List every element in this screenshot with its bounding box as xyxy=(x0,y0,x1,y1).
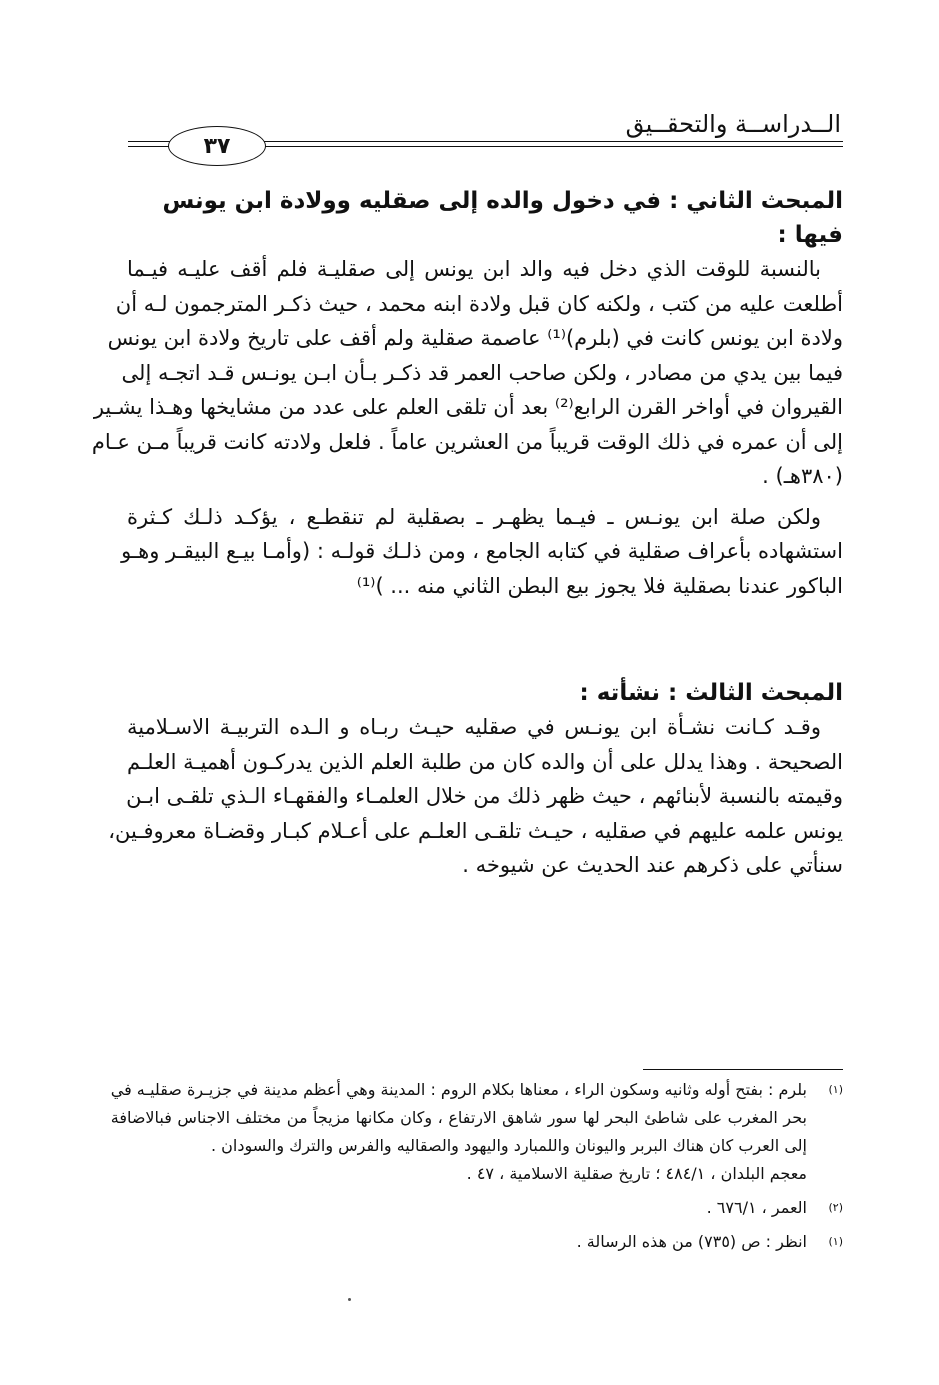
running-title: الــدراســة والتحقــيق xyxy=(625,110,841,138)
footnote-2 xyxy=(127,1194,843,1222)
footnote-separator xyxy=(643,1069,843,1070)
footnote-line: العمر ، ٦٧٦/١ . xyxy=(706,1198,807,1217)
scan-speck xyxy=(348,1298,351,1301)
footnotes xyxy=(110,1076,843,1256)
section-3 xyxy=(108,676,843,883)
text-line: بالنسبة للوقت الذي دخل فيه والد ابن يونس إلى صقليـة فلم أقف عليـه فيـما xyxy=(127,257,821,281)
footnote-marker: (٢) xyxy=(828,1201,843,1214)
text-line: (٣٨٠هـ) . xyxy=(762,464,843,488)
footnote-line: إلى العرب كان هناك البربر واليونان واللمبارد واليهود والصقاليه والفرس والترك والسودان . xyxy=(210,1136,807,1155)
text-line: ولكن صلة ابن يونـس ـ فيـما يظهـر ـ بصقلية لم تنقطـع ، يؤكـد ذلـك كـثرة xyxy=(127,504,821,529)
footnote-3 xyxy=(127,1228,843,1256)
footnote-line: بحر المغرب على شاطئ البحر لها سور شاهق الارتفاع ، وكان مكانها مزيجاً من مختلف الاجناس فبالاضافة xyxy=(110,1108,807,1127)
text-line: وقيمته بالنسبة لأبنائهم ، حيث ظهر ذلك من خلال العلمـاء والفقهـاء الـذي تلقـى ابـن xyxy=(126,784,843,808)
footnote-marker: (١) xyxy=(828,1235,843,1248)
page-number: ٣٧ xyxy=(168,126,266,166)
text-line: أطلعت عليه من كتب ، ولكنه كان قبل ولادة ابنه محمد ، حيث ذكـر المترجمون لـه أن xyxy=(115,291,843,316)
text-line: الصحيحة . وهذا يدلل على أن والده كان من طلبة العلم الذين يدركـون أهميـة العلـم xyxy=(127,749,843,774)
footnote-1 xyxy=(110,1076,843,1188)
text-line: إلى أن عمره في ذلك الوقت قريباً من العشرين عاماً . فلعل ولادته كانت قريباً مـن عـام xyxy=(91,429,843,454)
footnote-line: بلرم : بفتح أوله وثانيه وسكون الراء ، معناها بكلام الروم : المدينة وهي أعظم مدينة في جزيـرة صقليـه في xyxy=(110,1080,807,1099)
text-line: سنأتي على ذكرهم عند الحديث عن شيوخه . xyxy=(462,853,843,877)
text-line: القيروان في أواخر القرن الرابع⁽²⁾ بعد أن تلقى العلم على عدد من مشايخها وهـذا يشـير xyxy=(93,395,843,419)
footnote-line: انظر : ص (٧٣٥) من هذه الرسالة . xyxy=(576,1232,807,1251)
footnote-line: معجم البلدان ، ٤٨٤/١ ؛ تاريخ صقلية الاسلامية ، ٤٧ . xyxy=(466,1164,807,1183)
section-3-heading: المبحث الثالث : نشأته : xyxy=(579,680,843,706)
section-2-heading: المبحث الثاني : في دخول والده إلى صقليه وولادة ابن يونس فيها : xyxy=(162,188,843,248)
text-line: وقـد كـانت نشـأة ابن يونـس في صقليه حيـث ربـاه و الـده التربيـة الاسـلامية xyxy=(127,715,821,739)
text-line: يونس علمه عليهم في صقليه ، حيـث تلقـى العلـم على أعـلام كبـار وقضـاة معروفـين، xyxy=(108,818,843,843)
text-line: فيما بين يدي من مصادر ، ولكن صاحب العمر قد ذكـر بـأن ابـن يونـس قـد اتجـه إلى xyxy=(121,360,843,385)
text-line: الباكور عندنا بصقلية فلا يجوز بيع البطن الثاني منه ... )⁽¹⁾ xyxy=(356,573,843,598)
text-line: ولادة ابن يونس كانت في (بلرم)⁽¹⁾ عاصمة صقلية ولم أقف على تاريخ ولادة ابن يونس xyxy=(107,326,843,350)
section-2 xyxy=(91,184,843,603)
text-line: استشهاده بأعراف صقلية في كتابه الجامع ، ومن ذلـك قولـه : (وأمـا بيـع البيقـر وهـو xyxy=(121,539,843,563)
footnote-marker: (١) xyxy=(828,1083,843,1096)
